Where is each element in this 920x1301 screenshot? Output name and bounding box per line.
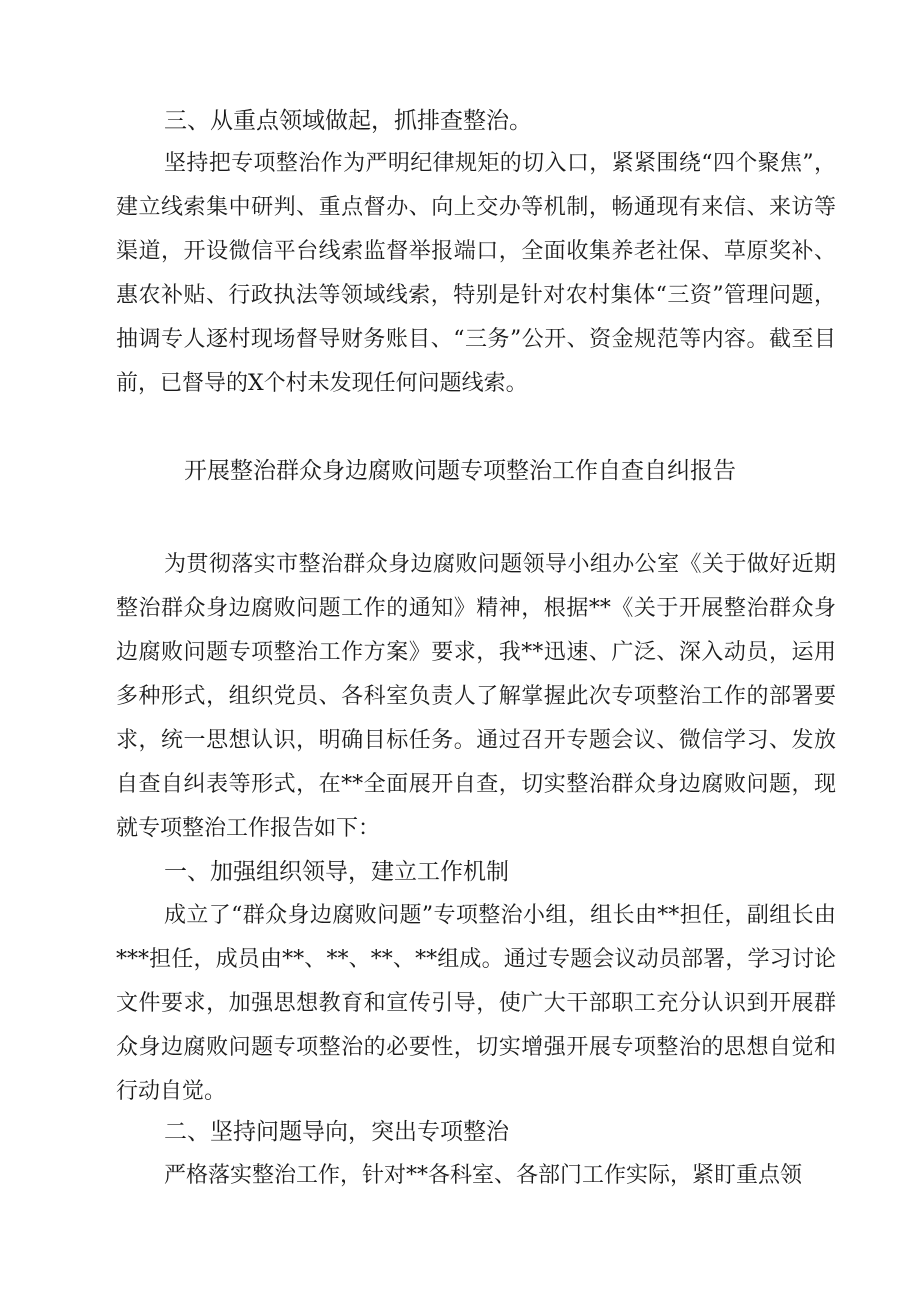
report-title: 开展整治群众身边腐败问题专项整治工作自查自纠报告 (184, 458, 736, 484)
report-intro: 为贯彻落实市整治群众身边腐败问题领导小组办公室《关于做好近期整治群众身边腐败问题工作的通知》精神，根据**《关于开展整治群众身边腐败问题专项整治工作方案》要求，我**迅速、广泛、深入动员，运用多种形式，组织党员、各科室负责人了解掌握此次专项整治工作的部署要求，统一思想认识，明确目标任务。通过召开专题会议、微信学习、发放自查自纠表等形式，在**全面展开自查，切实整治群众身边腐败问题，现就专项整治工作报告如下： (116, 552, 836, 841)
section-two-body: 严格落实整治工作，针对**各科室、各部门工作实际，紧盯重点领 (164, 1163, 803, 1188)
section-one-heading: 一、加强组织领导，建立工作机制 (164, 859, 509, 885)
section-three-heading: 三、从重点领域做起，抓排查整治。 (164, 108, 532, 134)
section-one-body: 成立了“群众身边腐败问题”专项整治小组，组长由**担任，副组长由***担任，成员由**、**、**、**组成。通过专题会议动员部署，学习讨论文件要求，加强思想教育和宣传引导，使广大干部职工充分认识到开展群众身边腐败问题专项整治的必要性，切实增强开展专项整治的思想自觉和行动自觉。 (116, 903, 836, 1104)
section-two-heading: 二、坚持问题导向，突出专项整治 (164, 1119, 509, 1145)
section-three-body: 坚持把专项整治作为严明纪律规矩的切入口，紧紧围绕“四个聚焦”，建立线索集中研判、重点督办、向上交办等机制，畅通现有来信、来访等渠道，开设微信平台线索监督举报端口，全面收集养老社保、草原奖补、惠农补贴、行政执法等领域线索，特别是针对农村集体“三资”管理问题，抽调专人逐村现场督导财务账目、“三务”公开、资金规范等内容。截至目前，已督导的X个村未发现任何问题线索。 (116, 151, 836, 396)
